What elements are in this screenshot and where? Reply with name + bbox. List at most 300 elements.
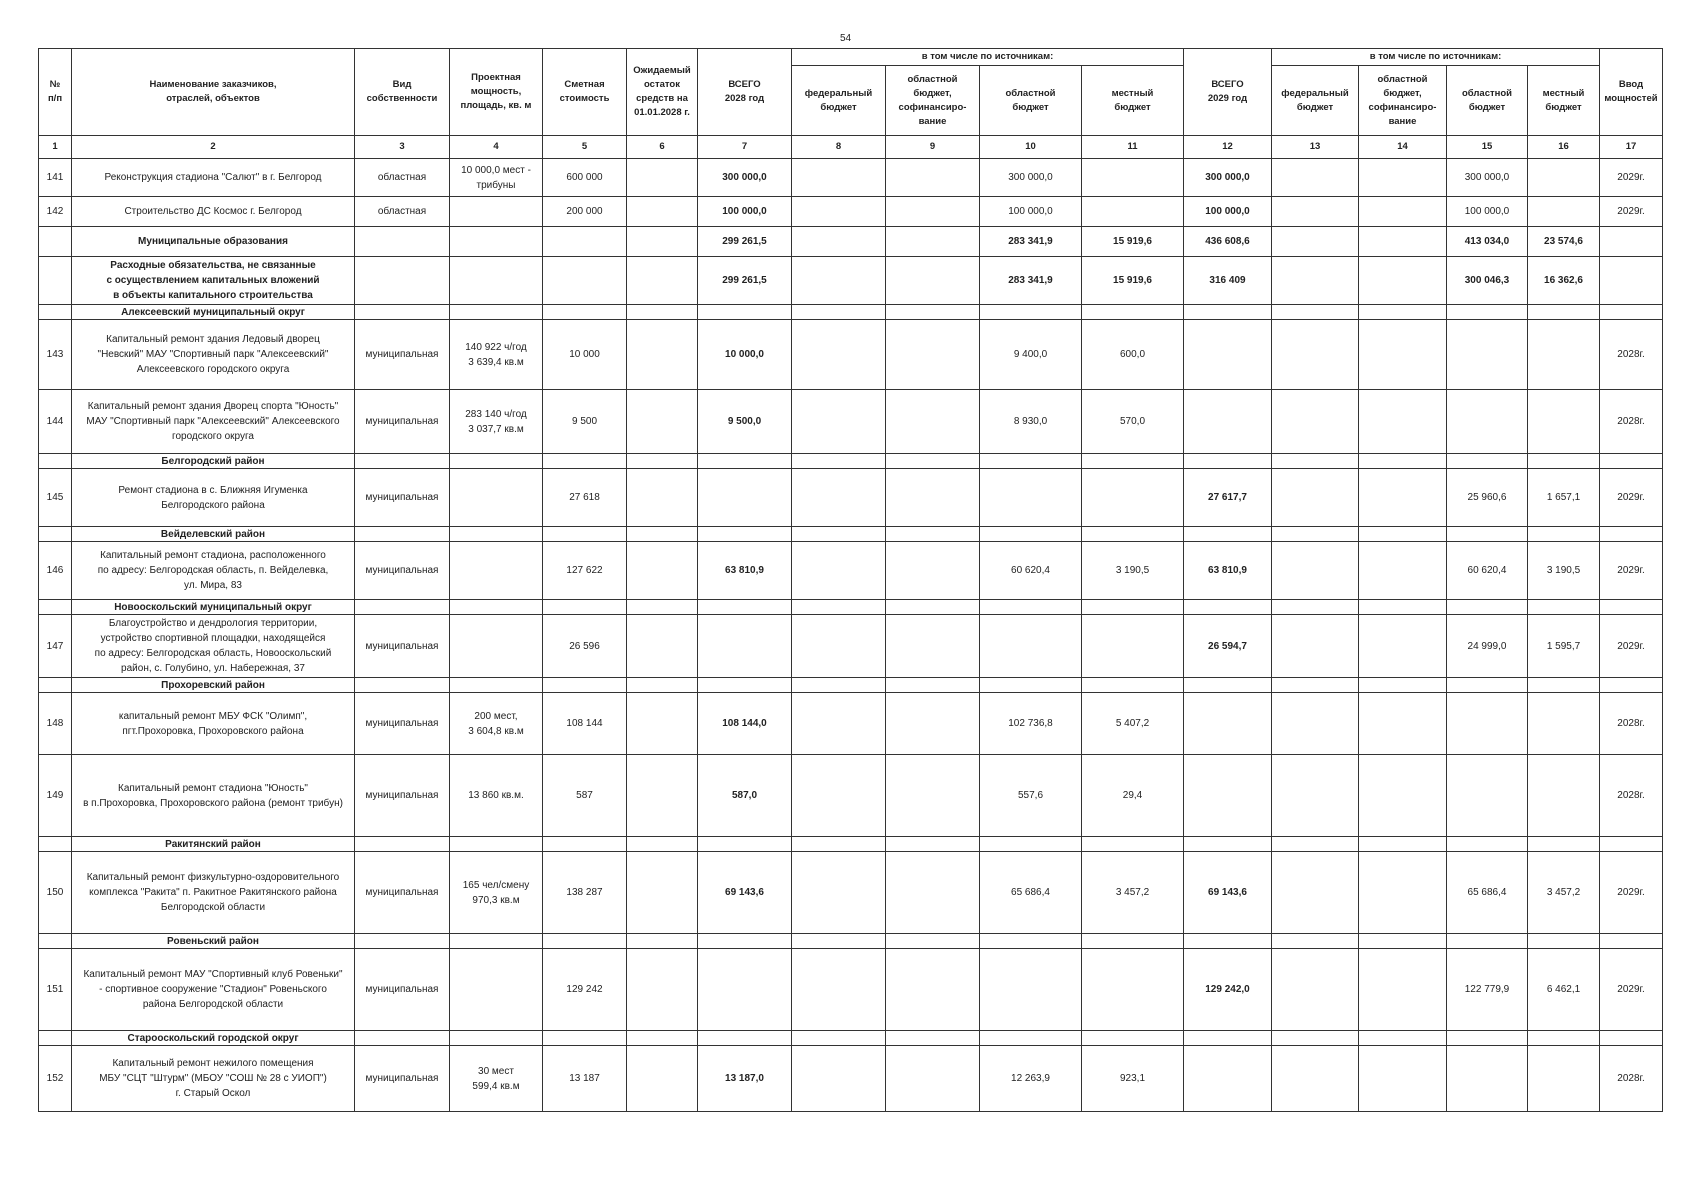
federal-2028 xyxy=(792,755,886,837)
federal-2028 xyxy=(792,852,886,934)
federal-2028 xyxy=(792,615,886,678)
section-empty-cell xyxy=(1447,1031,1528,1046)
estimated-cost: 129 242 xyxy=(543,949,627,1031)
ownership: муниципальная xyxy=(355,755,450,837)
section-empty-cell xyxy=(355,678,450,693)
capacity: 165 чел/смену 970,3 кв.м xyxy=(450,852,543,934)
total-2028: 108 144,0 xyxy=(698,693,792,755)
section-empty-cell xyxy=(627,600,698,615)
column-number: 4 xyxy=(450,136,543,159)
table-row xyxy=(39,390,1663,454)
capacity xyxy=(450,615,543,678)
header-commission: Ввод мощностей xyxy=(1600,49,1663,136)
commission-year: 2029г. xyxy=(1600,469,1663,527)
federal-2029 xyxy=(1272,159,1359,197)
local-2029 xyxy=(1528,390,1600,454)
section-empty-cell xyxy=(792,1031,886,1046)
estimated-cost: 10 000 xyxy=(543,320,627,390)
capacity xyxy=(450,949,543,1031)
section-spacer xyxy=(39,1031,72,1046)
section-empty-cell xyxy=(1447,600,1528,615)
section-empty-cell xyxy=(543,600,627,615)
row-number: 150 xyxy=(39,852,72,934)
section-empty-cell xyxy=(1528,678,1600,693)
section-row xyxy=(39,527,1663,542)
section-empty-cell xyxy=(698,678,792,693)
section-empty-cell xyxy=(1082,837,1184,852)
section-empty-cell xyxy=(1600,678,1663,693)
federal-2028 xyxy=(792,159,886,197)
header-remainder: Ожидаемый остаток средств на 01.01.2028 г. xyxy=(627,49,698,136)
section-empty-cell xyxy=(1447,454,1528,469)
header-sources-2029: в том числе по источникам: xyxy=(1272,49,1600,66)
section-empty-cell xyxy=(886,1031,980,1046)
local-2029: 3 457,2 xyxy=(1528,852,1600,934)
regional-cofin-2028 xyxy=(886,390,980,454)
section-title: Ровеньский район xyxy=(72,934,355,949)
local-2029: 1 657,1 xyxy=(1528,469,1600,527)
ownership: областная xyxy=(355,197,450,227)
estimated-cost: 108 144 xyxy=(543,693,627,755)
local-2029: 16 362,6 xyxy=(1528,257,1600,305)
section-empty-cell xyxy=(792,527,886,542)
section-title: Белгородский район xyxy=(72,454,355,469)
regional-2029 xyxy=(1447,390,1528,454)
commission-year: 2028г. xyxy=(1600,755,1663,837)
regional-2029: 100 000,0 xyxy=(1447,197,1528,227)
regional-cofin-2029 xyxy=(1359,542,1447,600)
total-2029: 316 409 xyxy=(1184,257,1272,305)
header-name: Наименование заказчиков, отраслей, объектов xyxy=(72,49,355,136)
remainder xyxy=(627,257,698,305)
total-2029: 27 617,7 xyxy=(1184,469,1272,527)
section-empty-cell xyxy=(450,678,543,693)
capacity: 140 922 ч/год 3 639,4 кв.м xyxy=(450,320,543,390)
remainder xyxy=(627,693,698,755)
section-empty-cell xyxy=(698,1031,792,1046)
row-number xyxy=(39,227,72,257)
regional-2028: 102 736,8 xyxy=(980,693,1082,755)
column-number: 6 xyxy=(627,136,698,159)
section-empty-cell xyxy=(1528,305,1600,320)
total-2028: 10 000,0 xyxy=(698,320,792,390)
regional-cofin-2029 xyxy=(1359,1046,1447,1112)
remainder xyxy=(627,542,698,600)
section-empty-cell xyxy=(886,527,980,542)
regional-2028: 9 400,0 xyxy=(980,320,1082,390)
total-2028: 100 000,0 xyxy=(698,197,792,227)
total-2029: 69 143,6 xyxy=(1184,852,1272,934)
capacity: 10 000,0 мест - трибуны xyxy=(450,159,543,197)
commission-year: 2029г. xyxy=(1600,159,1663,197)
section-row xyxy=(39,305,1663,320)
table-row xyxy=(39,1046,1663,1112)
section-spacer xyxy=(39,837,72,852)
federal-2029 xyxy=(1272,1046,1359,1112)
section-empty-cell xyxy=(355,934,450,949)
local-2029 xyxy=(1528,1046,1600,1112)
section-empty-cell xyxy=(886,678,980,693)
regional-cofin-2028 xyxy=(886,159,980,197)
regional-cofin-2028 xyxy=(886,1046,980,1112)
estimated-cost: 9 500 xyxy=(543,390,627,454)
section-empty-cell xyxy=(1528,454,1600,469)
capacity xyxy=(450,542,543,600)
row-number: 149 xyxy=(39,755,72,837)
regional-cofin-2029 xyxy=(1359,615,1447,678)
section-empty-cell xyxy=(1447,678,1528,693)
section-empty-cell xyxy=(627,837,698,852)
section-empty-cell xyxy=(1528,837,1600,852)
section-empty-cell xyxy=(1528,527,1600,542)
estimated-cost: 138 287 xyxy=(543,852,627,934)
section-empty-cell xyxy=(1359,454,1447,469)
header-local-2028: местный бюджет xyxy=(1082,66,1184,136)
regional-2029 xyxy=(1447,320,1528,390)
remainder xyxy=(627,755,698,837)
section-empty-cell xyxy=(1272,678,1359,693)
object-name: Капитальный ремонт здания Дворец спорта "Юность" МАУ "Спортивный парк "Алексеевский" Алексеевского городского округа xyxy=(72,390,355,454)
header-local-2029: местный бюджет xyxy=(1528,66,1600,136)
regional-cofin-2029 xyxy=(1359,852,1447,934)
total-2029 xyxy=(1184,693,1272,755)
header-regional-cofin-2029: областной бюджет, софинансиро- вание xyxy=(1359,66,1447,136)
total-2028: 587,0 xyxy=(698,755,792,837)
investment-table xyxy=(38,48,1663,1112)
section-empty-cell xyxy=(627,305,698,320)
header-regional-2029: областной бюджет xyxy=(1447,66,1528,136)
section-empty-cell xyxy=(698,527,792,542)
section-spacer xyxy=(39,527,72,542)
row-number: 146 xyxy=(39,542,72,600)
column-number: 2 xyxy=(72,136,355,159)
regional-2029: 300 046,3 xyxy=(1447,257,1528,305)
object-name: капитальный ремонт МБУ ФСК "Олимп", пгт.Прохоровка, Прохоровского района xyxy=(72,693,355,755)
row-number: 142 xyxy=(39,197,72,227)
local-2029 xyxy=(1528,693,1600,755)
section-empty-cell xyxy=(450,1031,543,1046)
federal-2028 xyxy=(792,390,886,454)
section-empty-cell xyxy=(792,454,886,469)
section-spacer xyxy=(39,678,72,693)
section-empty-cell xyxy=(450,837,543,852)
section-empty-cell xyxy=(792,934,886,949)
local-2029: 3 190,5 xyxy=(1528,542,1600,600)
regional-cofin-2029 xyxy=(1359,693,1447,755)
regional-cofin-2029 xyxy=(1359,320,1447,390)
regional-cofin-2028 xyxy=(886,227,980,257)
ownership xyxy=(355,257,450,305)
regional-2028: 283 341,9 xyxy=(980,227,1082,257)
federal-2028 xyxy=(792,469,886,527)
regional-2028 xyxy=(980,949,1082,1031)
federal-2028 xyxy=(792,227,886,257)
total-2029: 63 810,9 xyxy=(1184,542,1272,600)
section-empty-cell xyxy=(1272,527,1359,542)
regional-2029: 60 620,4 xyxy=(1447,542,1528,600)
regional-cofin-2028 xyxy=(886,615,980,678)
object-name: Капитальный ремонт стадиона "Юность" в п.Прохоровка, Прохоровского района (ремонт трибун) xyxy=(72,755,355,837)
regional-cofin-2029 xyxy=(1359,949,1447,1031)
table-row xyxy=(39,693,1663,755)
regional-2028 xyxy=(980,615,1082,678)
ownership: муниципальная xyxy=(355,1046,450,1112)
section-empty-cell xyxy=(1184,1031,1272,1046)
local-2028: 923,1 xyxy=(1082,1046,1184,1112)
section-empty-cell xyxy=(1184,527,1272,542)
commission-year: 2028г. xyxy=(1600,1046,1663,1112)
section-title: Ракитянский район xyxy=(72,837,355,852)
regional-2029: 25 960,6 xyxy=(1447,469,1528,527)
estimated-cost: 27 618 xyxy=(543,469,627,527)
header-regional-2028: областной бюджет xyxy=(980,66,1082,136)
table-header xyxy=(39,49,1663,159)
section-empty-cell xyxy=(886,305,980,320)
section-empty-cell xyxy=(1359,600,1447,615)
commission-year xyxy=(1600,257,1663,305)
row-number: 147 xyxy=(39,615,72,678)
section-empty-cell xyxy=(1184,305,1272,320)
local-2029 xyxy=(1528,159,1600,197)
ownership: муниципальная xyxy=(355,320,450,390)
header-no: № п/п xyxy=(39,49,72,136)
estimated-cost: 26 596 xyxy=(543,615,627,678)
local-2028 xyxy=(1082,615,1184,678)
local-2028 xyxy=(1082,949,1184,1031)
table-body xyxy=(39,159,1663,1112)
remainder xyxy=(627,469,698,527)
total-2028: 299 261,5 xyxy=(698,227,792,257)
section-empty-cell xyxy=(1600,527,1663,542)
regional-2028: 65 686,4 xyxy=(980,852,1082,934)
ownership: муниципальная xyxy=(355,852,450,934)
local-2028: 15 919,6 xyxy=(1082,227,1184,257)
section-empty-cell xyxy=(1600,1031,1663,1046)
section-empty-cell xyxy=(355,527,450,542)
section-empty-cell xyxy=(1359,934,1447,949)
column-number: 17 xyxy=(1600,136,1663,159)
federal-2028 xyxy=(792,542,886,600)
total-2029: 100 000,0 xyxy=(1184,197,1272,227)
regional-cofin-2028 xyxy=(886,469,980,527)
section-row xyxy=(39,934,1663,949)
section-empty-cell xyxy=(1359,837,1447,852)
column-number: 5 xyxy=(543,136,627,159)
section-empty-cell xyxy=(1082,1031,1184,1046)
section-empty-cell xyxy=(543,454,627,469)
table-row xyxy=(39,542,1663,600)
total-2029: 436 608,6 xyxy=(1184,227,1272,257)
regional-2028 xyxy=(980,469,1082,527)
section-empty-cell xyxy=(1082,527,1184,542)
local-2029: 23 574,6 xyxy=(1528,227,1600,257)
local-2028: 29,4 xyxy=(1082,755,1184,837)
section-empty-cell xyxy=(1082,305,1184,320)
total-2029 xyxy=(1184,1046,1272,1112)
section-row xyxy=(39,678,1663,693)
ownership: муниципальная xyxy=(355,693,450,755)
federal-2029 xyxy=(1272,227,1359,257)
section-empty-cell xyxy=(1600,305,1663,320)
header-sources-2028: в том числе по источникам: xyxy=(792,49,1184,66)
regional-2029 xyxy=(1447,1046,1528,1112)
section-empty-cell xyxy=(627,934,698,949)
total-2028: 299 261,5 xyxy=(698,257,792,305)
header-regional-cofin-2028: областной бюджет, софинансиро- вание xyxy=(886,66,980,136)
column-number: 1 xyxy=(39,136,72,159)
local-2028: 3 457,2 xyxy=(1082,852,1184,934)
section-title: Новооскольский муниципальный округ xyxy=(72,600,355,615)
capacity xyxy=(450,257,543,305)
header-capacity: Проектная мощность, площадь, кв. м xyxy=(450,49,543,136)
section-empty-cell xyxy=(698,600,792,615)
regional-cofin-2028 xyxy=(886,320,980,390)
estimated-cost: 127 622 xyxy=(543,542,627,600)
regional-2028: 60 620,4 xyxy=(980,542,1082,600)
ownership: муниципальная xyxy=(355,469,450,527)
section-empty-cell xyxy=(450,305,543,320)
total-2028 xyxy=(698,949,792,1031)
section-empty-cell xyxy=(698,837,792,852)
column-number: 14 xyxy=(1359,136,1447,159)
section-row xyxy=(39,837,1663,852)
object-name: Капитальный ремонт стадиона, расположенного по адресу: Белгородская область, п. Вейделевка, ул. Мира, 83 xyxy=(72,542,355,600)
section-empty-cell xyxy=(980,527,1082,542)
header-total-2028: ВСЕГО 2028 год xyxy=(698,49,792,136)
section-empty-cell xyxy=(543,305,627,320)
section-empty-cell xyxy=(355,454,450,469)
section-empty-cell xyxy=(980,305,1082,320)
header-federal-2029: федеральный бюджет xyxy=(1272,66,1359,136)
federal-2029 xyxy=(1272,852,1359,934)
section-empty-cell xyxy=(1272,454,1359,469)
local-2028: 3 190,5 xyxy=(1082,542,1184,600)
section-empty-cell xyxy=(1528,600,1600,615)
section-title: Алексеевский муниципальный округ xyxy=(72,305,355,320)
object-name: Муниципальные образования xyxy=(72,227,355,257)
section-empty-cell xyxy=(1600,837,1663,852)
capacity xyxy=(450,227,543,257)
total-row xyxy=(39,257,1663,305)
section-empty-cell xyxy=(980,837,1082,852)
section-empty-cell xyxy=(1184,678,1272,693)
regional-2028: 12 263,9 xyxy=(980,1046,1082,1112)
total-2029: 129 242,0 xyxy=(1184,949,1272,1031)
section-empty-cell xyxy=(1359,305,1447,320)
section-empty-cell xyxy=(450,454,543,469)
section-empty-cell xyxy=(450,934,543,949)
column-number: 10 xyxy=(980,136,1082,159)
section-empty-cell xyxy=(792,600,886,615)
total-row xyxy=(39,227,1663,257)
remainder xyxy=(627,227,698,257)
header-cost: Сметная стоимость xyxy=(543,49,627,136)
section-empty-cell xyxy=(980,934,1082,949)
commission-year: 2028г. xyxy=(1600,693,1663,755)
regional-cofin-2028 xyxy=(886,852,980,934)
remainder xyxy=(627,390,698,454)
total-2028 xyxy=(698,469,792,527)
section-empty-cell xyxy=(1272,837,1359,852)
regional-cofin-2029 xyxy=(1359,159,1447,197)
commission-year: 2029г. xyxy=(1600,949,1663,1031)
regional-2028: 100 000,0 xyxy=(980,197,1082,227)
row-number: 144 xyxy=(39,390,72,454)
section-spacer xyxy=(39,600,72,615)
local-2029 xyxy=(1528,755,1600,837)
section-empty-cell xyxy=(792,837,886,852)
federal-2029 xyxy=(1272,197,1359,227)
remainder xyxy=(627,320,698,390)
section-empty-cell xyxy=(627,1031,698,1046)
object-name: Благоустройство и дендрология территории, устройство спортивной площадки, находящейся по адресу: Белгородская область, Новооскольский район, с. Голубино, ул. Набережная, 37 xyxy=(72,615,355,678)
total-2029 xyxy=(1184,755,1272,837)
regional-cofin-2029 xyxy=(1359,257,1447,305)
table-row xyxy=(39,469,1663,527)
table-row xyxy=(39,852,1663,934)
local-2029: 1 595,7 xyxy=(1528,615,1600,678)
section-empty-cell xyxy=(1600,600,1663,615)
section-empty-cell xyxy=(1528,934,1600,949)
estimated-cost xyxy=(543,257,627,305)
section-empty-cell xyxy=(1082,600,1184,615)
local-2029 xyxy=(1528,320,1600,390)
section-empty-cell xyxy=(980,454,1082,469)
federal-2029 xyxy=(1272,320,1359,390)
section-empty-cell xyxy=(1272,600,1359,615)
column-number: 12 xyxy=(1184,136,1272,159)
row-number: 152 xyxy=(39,1046,72,1112)
commission-year: 2029г. xyxy=(1600,615,1663,678)
section-row xyxy=(39,600,1663,615)
section-empty-cell xyxy=(980,600,1082,615)
regional-cofin-2028 xyxy=(886,693,980,755)
section-title: Вейделевский район xyxy=(72,527,355,542)
regional-cofin-2029 xyxy=(1359,390,1447,454)
section-empty-cell xyxy=(355,600,450,615)
total-2029: 300 000,0 xyxy=(1184,159,1272,197)
section-empty-cell xyxy=(698,934,792,949)
local-2029: 6 462,1 xyxy=(1528,949,1600,1031)
section-title: Старооскольский городской округ xyxy=(72,1031,355,1046)
total-2028: 300 000,0 xyxy=(698,159,792,197)
column-number: 7 xyxy=(698,136,792,159)
row-number: 151 xyxy=(39,949,72,1031)
total-2029 xyxy=(1184,390,1272,454)
section-row xyxy=(39,454,1663,469)
remainder xyxy=(627,949,698,1031)
federal-2029 xyxy=(1272,469,1359,527)
table-row xyxy=(39,949,1663,1031)
table-row xyxy=(39,197,1663,227)
column-number: 11 xyxy=(1082,136,1184,159)
regional-2029: 300 000,0 xyxy=(1447,159,1528,197)
section-empty-cell xyxy=(627,527,698,542)
table-row xyxy=(39,755,1663,837)
local-2028: 600,0 xyxy=(1082,320,1184,390)
local-2028: 15 919,6 xyxy=(1082,257,1184,305)
section-spacer xyxy=(39,305,72,320)
regional-2029: 122 779,9 xyxy=(1447,949,1528,1031)
regional-cofin-2029 xyxy=(1359,755,1447,837)
federal-2029 xyxy=(1272,542,1359,600)
row-number xyxy=(39,257,72,305)
row-number: 143 xyxy=(39,320,72,390)
object-name: Строительство ДС Космос г. Белгород xyxy=(72,197,355,227)
total-2028: 13 187,0 xyxy=(698,1046,792,1112)
section-empty-cell xyxy=(1359,678,1447,693)
section-empty-cell xyxy=(1082,678,1184,693)
